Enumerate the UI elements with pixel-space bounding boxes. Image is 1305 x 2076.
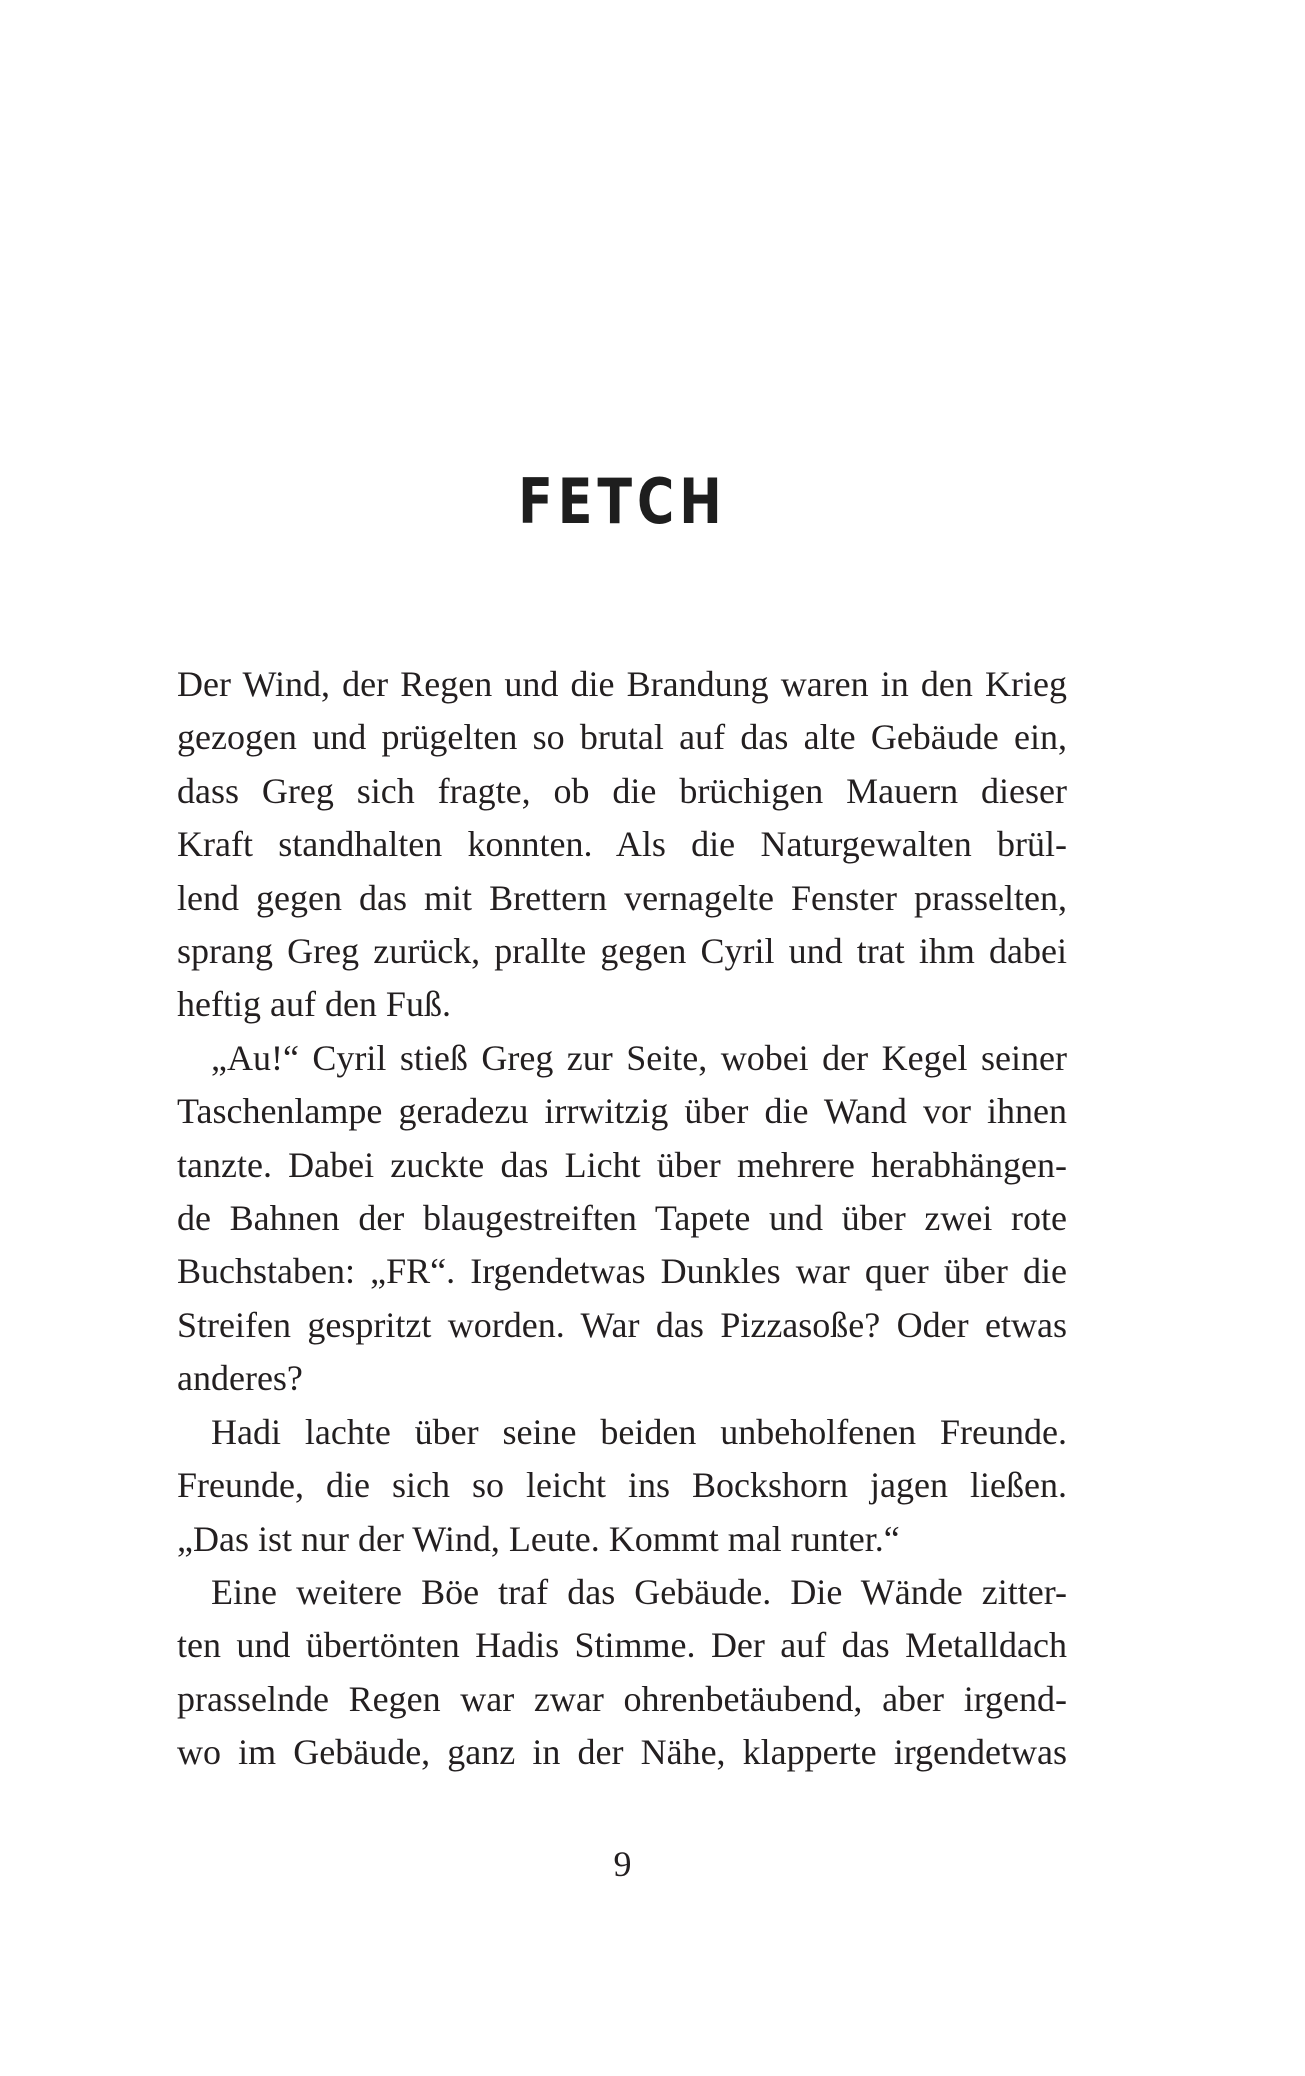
text-line: Kraft standhalten konnten. Als die Naturgewalten brül- xyxy=(177,824,1067,865)
text-line: tanzte. Dabei zuckte das Licht über mehrere herabhängen- xyxy=(177,1144,1067,1185)
chapter-title: FETCH xyxy=(518,464,727,538)
text-line: Eine weitere Böe traf das Gebäude. Die Wände zitter- xyxy=(211,1571,1067,1612)
text-line: sprang Greg zurück, prallte gegen Cyril und trat ihm dabei xyxy=(177,931,1067,972)
text-line: Hadi lachte über seine beiden unbeholfenen Freunde. xyxy=(211,1411,1067,1452)
text-line: Streifen gespritzt worden. War das Pizzasoße? Oder etwas xyxy=(177,1304,1067,1345)
text-line: gezogen und prügelten so brutal auf das alte Gebäude ein, xyxy=(177,717,1067,758)
text-line: lend gegen das mit Brettern vernagelte Fenster prasselten, xyxy=(177,877,1067,918)
text-line: Buchstaben: „FR“. Irgendetwas Dunkles war quer über die xyxy=(177,1251,1067,1292)
text-line: Der Wind, der Regen und die Brandung waren in den Krieg xyxy=(177,664,1067,704)
text-line: ten und übertönten Hadis Stimme. Der auf das Metalldach xyxy=(177,1625,1067,1666)
text-line: Freunde, die sich so leicht ins Bockshorn jagen ließen. xyxy=(177,1465,1067,1506)
text-line: wo im Gebäude, ganz in der Nähe, klapperte irgendetwas xyxy=(177,1732,1067,1773)
text-line: Taschenlampe geradezu irrwitzig über die Wand vor ihnen xyxy=(177,1091,1067,1132)
text-line: prasselnde Regen war zwar ohrenbetäubend, aber irgend- xyxy=(177,1678,1067,1719)
text-line: dass Greg sich fragte, ob die brüchigen Mauern dieser xyxy=(177,770,1067,811)
text-line: de Bahnen der blaugestreiften Tapete und über zwei rote xyxy=(177,1198,1067,1239)
text-line: heftig auf den Fuß. xyxy=(177,984,451,1025)
text-line: „Au!“ Cyril stieß Greg zur Seite, wobei der Kegel seiner xyxy=(211,1037,1067,1078)
text-line: „Das ist nur der Wind, Leute. Kommt mal runter.“ xyxy=(177,1518,900,1559)
chapter-body xyxy=(177,658,1067,1780)
text-line: anderes? xyxy=(177,1358,303,1399)
page-number: 9 xyxy=(613,1844,632,1884)
